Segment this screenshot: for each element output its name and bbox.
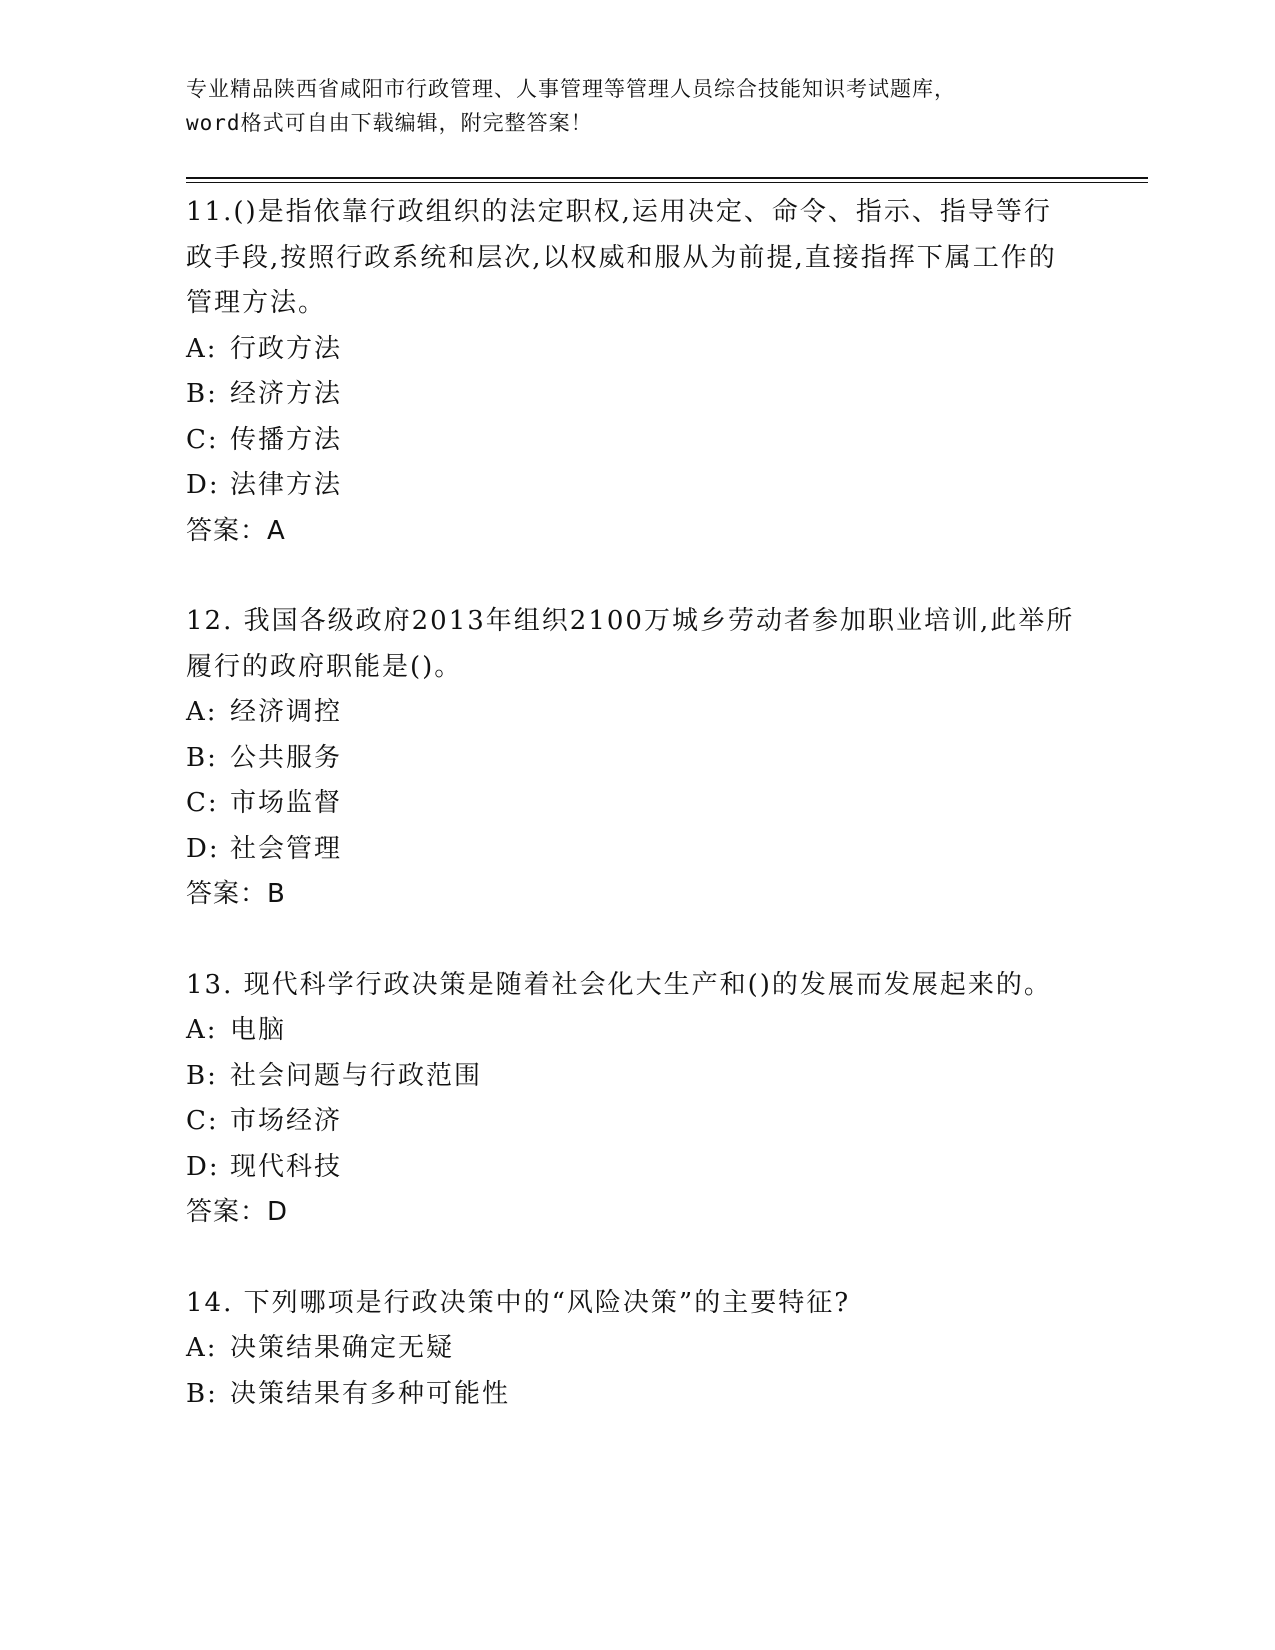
option-a — [186, 690, 1076, 736]
option-d — [186, 1145, 1076, 1191]
option-text: 社会管理 — [230, 833, 343, 864]
option-letter: D: — [186, 470, 220, 500]
option-letter: D: — [186, 833, 220, 864]
option-letter: B: — [186, 379, 218, 409]
question-stem: 12. 我国各级政府2013年组织2100万城乡劳动者参加职业培训,此举所履行的政府职能是()。 — [186, 606, 1075, 682]
option-text: 现代科技 — [230, 1151, 343, 1182]
option-letter: C: — [186, 788, 219, 818]
question-11 — [186, 190, 1076, 554]
option-letter: D: — [186, 1151, 220, 1182]
option-text: 经济方法 — [230, 379, 343, 409]
option-letter: A: — [186, 1333, 218, 1363]
option-letter: C: — [186, 424, 219, 455]
option-letter: B: — [186, 1060, 218, 1091]
option-letter: B: — [186, 742, 218, 773]
option-c — [186, 781, 1076, 827]
option-d — [186, 827, 1076, 873]
option-text: 经济调控 — [230, 697, 343, 727]
answer-line: 答案：D — [186, 1197, 289, 1227]
option-text: 决策结果确定无疑 — [230, 1333, 455, 1363]
header-divider-thin — [186, 182, 1148, 183]
question-list — [186, 190, 1076, 1462]
question-12 — [186, 599, 1076, 918]
option-b — [186, 372, 1076, 418]
question-14 — [186, 1281, 1076, 1418]
question-stem: 13. 现代科学行政决策是随着社会化大生产和()的发展而发展起来的。 — [186, 969, 1052, 1000]
answer-line: 答案：A — [186, 515, 286, 546]
option-c — [186, 1099, 1076, 1145]
option-text: 行政方法 — [230, 333, 343, 364]
option-text: 传播方法 — [230, 424, 343, 455]
option-a — [186, 1326, 1076, 1372]
option-b — [186, 1054, 1076, 1100]
option-b — [186, 1372, 1076, 1418]
option-text: 法律方法 — [230, 470, 343, 500]
option-c — [186, 418, 1076, 464]
option-b — [186, 736, 1076, 782]
option-letter: A: — [186, 1015, 218, 1045]
option-letter: B: — [186, 1378, 218, 1409]
option-text: 电脑 — [230, 1015, 287, 1045]
option-text: 公共服务 — [230, 742, 343, 773]
option-a — [186, 1008, 1076, 1054]
option-text: 决策结果有多种可能性 — [230, 1378, 511, 1409]
option-d — [186, 463, 1076, 509]
answer-line: 答案：B — [186, 879, 286, 909]
document-header — [186, 72, 1086, 140]
option-text: 市场经济 — [230, 1106, 343, 1136]
header-divider-thick — [186, 177, 1148, 179]
option-letter: A: — [186, 697, 218, 727]
question-stem: 14. 下列哪项是行政决策中的“风险决策”的主要特征? — [186, 1287, 851, 1318]
option-a — [186, 327, 1076, 373]
question-stem: 11.()是指依靠行政组织的法定职权,运用决定、命令、指示、指导等行政手段,按照行政系统和层次,以权威和服从为前提,直接指挥下属工作的管理方法。 — [186, 197, 1057, 318]
header-line-2: word格式可自由下载编辑，附完整答案！ — [186, 111, 593, 135]
question-13 — [186, 963, 1076, 1236]
option-letter: A: — [186, 333, 218, 364]
option-text: 市场监督 — [230, 788, 343, 818]
option-letter: C: — [186, 1106, 219, 1136]
option-text: 社会问题与行政范围 — [230, 1060, 483, 1091]
header-line-1: 专业精品陕西省咸阳市行政管理、人事管理等管理人员综合技能知识考试题库， — [186, 77, 956, 101]
